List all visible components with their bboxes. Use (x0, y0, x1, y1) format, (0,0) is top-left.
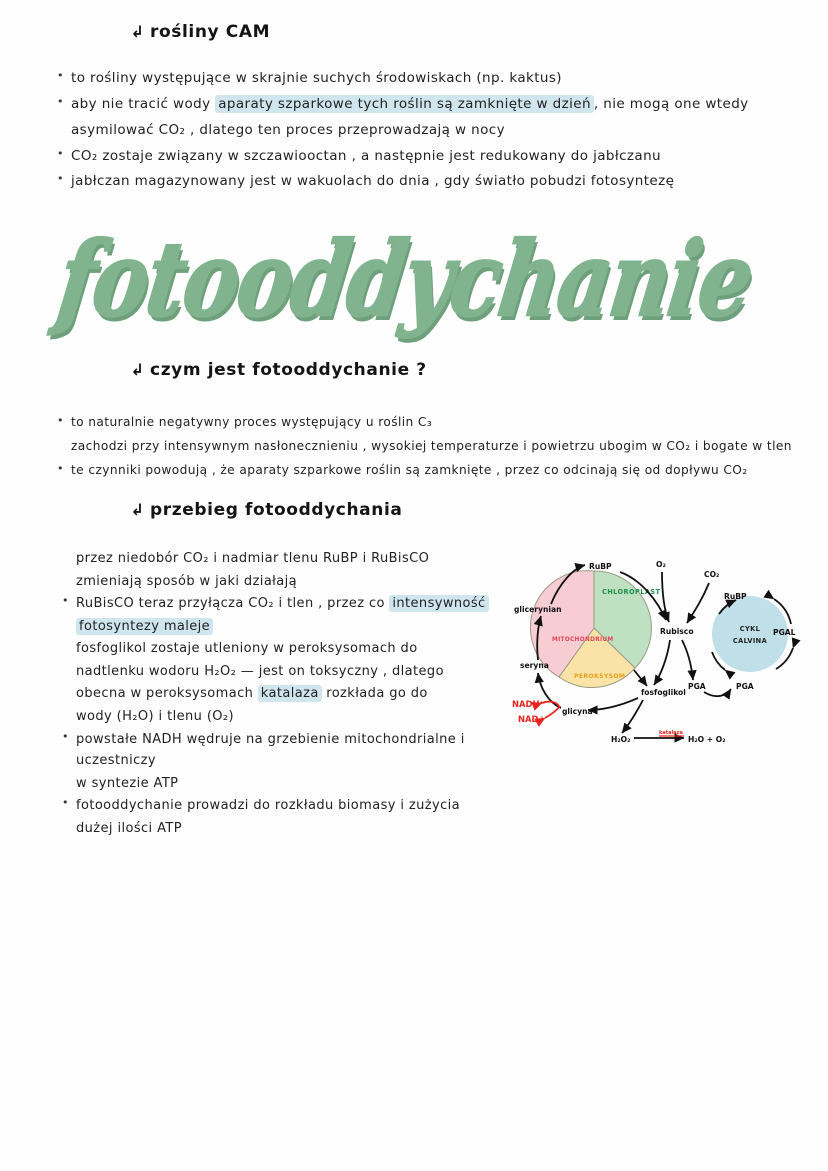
list-item (60, 638, 490, 660)
przebieg-bullet-list (60, 548, 490, 841)
node-pgal: PGAL (773, 628, 796, 637)
list-item (55, 68, 775, 90)
peroksysom-label: PEROKSYSOM (574, 673, 626, 680)
highlighted-text: aparaty szparkowe tych roślin są zamknięte w dzień (215, 95, 594, 113)
list-item (60, 548, 490, 570)
highlighted-text: intensywność (389, 595, 488, 612)
text-run: jabłczan magazynowany jest w wakuolach do dnia , gdy światło pobudzi fotosyntezę (71, 173, 675, 190)
list-item (55, 94, 775, 116)
node-co2: CO₂ (704, 570, 720, 579)
list-item (55, 461, 795, 481)
organelle-pie (530, 571, 660, 688)
list-item (60, 661, 490, 683)
text-run: RuBisCO teraz przyłącza CO₂ i tlen , przez co (76, 596, 390, 612)
text-run: asymilować CO₂ , dlatego ten proces przeprowadzają w nocy (71, 121, 505, 138)
node-pga-left: PGA (688, 682, 706, 691)
node-o2: O₂ (656, 560, 666, 569)
arrow-icon: ↳ (130, 22, 145, 41)
calvin-cycle-label-2: CALVINA (732, 637, 768, 645)
node-seryna: seryna (520, 661, 549, 670)
calvin-cycle-label-1: CYKL (739, 625, 761, 633)
text-run: CO₂ zostaje związany w szczawiooctan , a następnie jest redukowany do jabłczanu (71, 147, 662, 164)
text-run: to naturalnie negatywny proces występujący u roślin C₃ (71, 415, 433, 429)
text-run: nadtlenku wodoru H₂O₂ — jest on toksyczny , dlatego (76, 663, 444, 679)
text-run: przez niedobór CO₂ i nadmiar tlenu RuBP i RuBisCO (76, 551, 430, 566)
list-item (55, 413, 795, 433)
text-run: rozkłada go do (321, 686, 428, 702)
node-rubisco: Rubisco (660, 627, 694, 636)
arrow-icon: ↳ (130, 360, 145, 379)
chloroplast-label: CHLOROPLAST (602, 588, 661, 596)
text-run: dużej ilości ATP (76, 820, 182, 836)
section-heading-czym (130, 360, 427, 380)
list-item (55, 120, 775, 142)
highlighted-text: katalaza (258, 685, 322, 702)
list-item (60, 616, 490, 638)
node-h2o2: H₂O₂ (611, 735, 631, 744)
cam-bullet-list (55, 68, 775, 197)
section-heading-czym-label: czym jest fotooddychanie ? (150, 360, 427, 380)
text-run: te czynniki powodują , że aparaty szparkowe roślin są zamknięte , przez co odcinają się od dopływu CO₂ (71, 462, 748, 477)
list-item (60, 729, 490, 772)
node-nadh: NADH⁺ (512, 699, 544, 709)
list-item (60, 593, 490, 615)
text-run: wody (H₂O) i tlenu (O₂) (76, 709, 235, 725)
list-item (55, 171, 775, 193)
list-item (60, 571, 490, 593)
node-rubp-chloroplast: RuBP (589, 562, 612, 571)
text-run: fosfoglikol zostaje utleniony w peroksysomach do (76, 641, 418, 657)
node-nad: NAD+ (518, 714, 546, 724)
text-run: , nie mogą one wtedy (593, 95, 749, 112)
mitochondrium-label: MITOCHONDRIUM (552, 637, 614, 643)
section-heading-cam-label: rośliny CAM (150, 22, 271, 42)
node-glicyna: glicyna (562, 707, 593, 716)
text-run: zachodzi przy intensywnym nasłonecznieniu , wysokiej temperaturze i powietrzu ubogim w CO₂ i bogate w tlen (71, 438, 792, 453)
page-title: fotooddychanie (51, 220, 760, 340)
section-heading-cam (130, 22, 270, 42)
list-item (60, 773, 490, 795)
node-pga-right: PGA (736, 682, 754, 691)
arrow-icon: ↳ (130, 500, 145, 519)
list-item (55, 437, 795, 457)
list-item (60, 706, 490, 728)
text-run: powstałe NADH wędruje na grzebienie mitochondrialne i uczestniczy (76, 731, 465, 769)
list-item (60, 683, 490, 705)
page-title-wrap (51, 220, 760, 340)
list-item (60, 818, 490, 840)
node-h2o-o2: H₂O + O₂ (688, 735, 726, 744)
text-run: to rośliny występujące w skrajnie suchych środowiskach (np. kaktus) (71, 70, 562, 86)
highlighted-text: fotosyntezy maleje (76, 618, 213, 635)
section-heading-przebieg (130, 500, 402, 520)
list-item (60, 795, 490, 817)
photorespiration-diagram (512, 552, 817, 767)
list-item (55, 146, 775, 168)
text-run: zmieniają sposób w jaki działają (76, 573, 298, 589)
node-glicerynian: glicerynian (514, 605, 562, 614)
section-heading-przebieg-label: przebieg fotooddychania (150, 500, 403, 520)
czym-bullet-list (55, 413, 795, 484)
text-run: w syntezie ATP (76, 775, 179, 791)
text-run: obecna w peroksysomach (76, 686, 258, 702)
node-rubp-calvin: RuBP (724, 592, 747, 601)
label-katalaza: katalaza (659, 730, 683, 736)
text-run: fotooddychanie prowadzi do rozkładu biomasy i zużycia (76, 798, 461, 814)
node-fosfoglikol: fosfoglikol (641, 688, 686, 697)
text-run: aby nie tracić wody (71, 95, 216, 112)
